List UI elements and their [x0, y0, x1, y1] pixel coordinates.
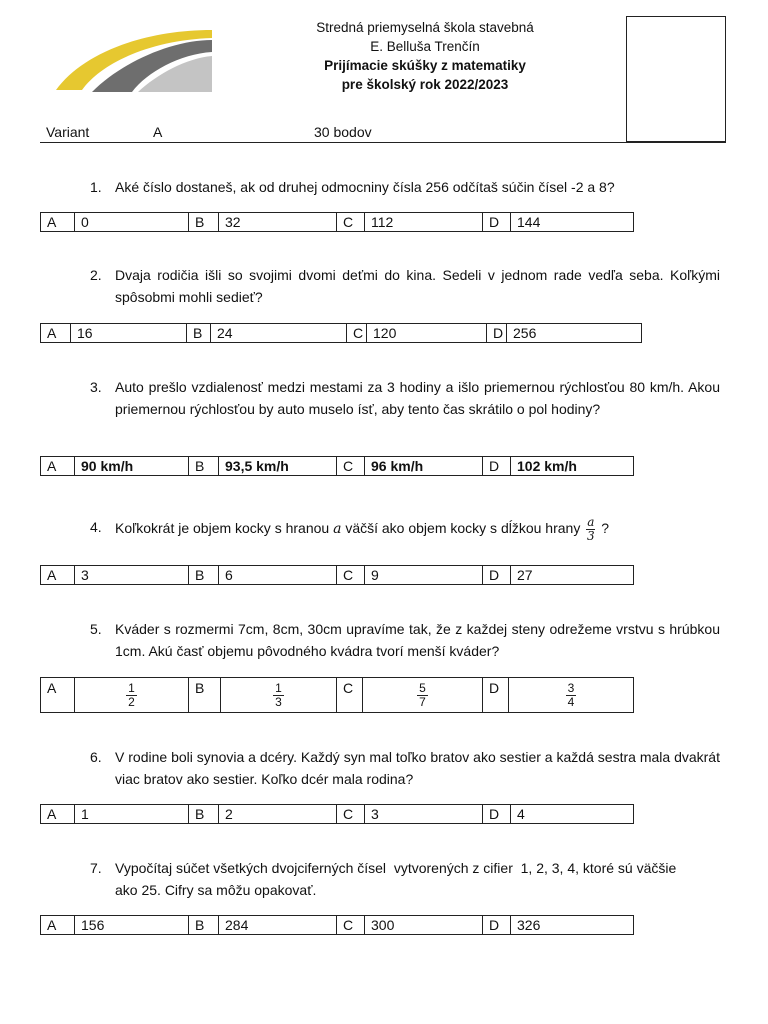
answer-letter: B	[189, 678, 221, 712]
answer-row-1	[40, 212, 634, 232]
answer-row-4	[40, 565, 634, 585]
question-text: Aké číslo dostaneš, ak od druhej odmocniny čísla 256 odčítaš súčin čísel -2 a 8?	[115, 179, 615, 195]
question-2	[90, 264, 720, 308]
fraction-denominator: 4	[567, 694, 575, 709]
answer-value: 120	[367, 324, 487, 342]
question-number: 2.	[90, 267, 102, 283]
answer-fraction	[75, 678, 189, 712]
header-title-block	[270, 18, 580, 94]
answer-value: 0	[75, 213, 189, 231]
answer-letter: A	[41, 678, 75, 712]
answer-value: 300	[365, 916, 483, 934]
exam-title: Prijímacie skúšky z matematiky	[324, 58, 526, 73]
answer-value: 284	[219, 916, 337, 934]
answer-letter: C	[337, 916, 365, 934]
fraction-numerator: 1	[128, 680, 135, 695]
answer-letter: D	[483, 678, 509, 712]
fraction-numerator: 1	[275, 680, 282, 695]
answer-letter: C	[337, 566, 365, 584]
variant-line	[40, 124, 726, 143]
answer-value: 144	[517, 214, 541, 230]
answer-letter: B	[189, 805, 219, 823]
question-4	[90, 516, 720, 543]
answer-letter: C	[337, 805, 365, 823]
school-name: Stredná priemyselná škola stavebná	[316, 20, 534, 35]
answer-value: 2	[219, 805, 337, 823]
answer-row-5	[40, 677, 634, 713]
question-text-mid: väčší ako objem kocky s dĺžkou hrany	[345, 520, 581, 537]
question-text: Dvaja rodičia išli so svojimi dvomi deťmi do kina. Sedeli v jednom rade vedľa seba. Koľkými spôsobmi mohli sedieť?	[115, 267, 720, 305]
fraction-numerator: 5	[419, 680, 426, 695]
answer-value: 27	[517, 567, 533, 583]
answer-value: 24	[211, 324, 347, 342]
answer-value: 3	[75, 566, 189, 584]
answer-letter: D	[483, 566, 511, 584]
answer-value: 326	[517, 917, 541, 933]
question-text: Vypočítaj súčet všetkých dvojciferných čísel vytvorených z cifier 1, 2, 3, 4, ktoré sú väčšie ako 25. Cifry sa môžu opakovať.	[115, 860, 681, 898]
variant-value: A	[153, 124, 163, 140]
answer-letter: C	[337, 457, 365, 475]
answer-letter: A	[41, 324, 71, 342]
school-logo	[52, 26, 217, 96]
answer-letter: B	[189, 213, 219, 231]
answer-letter: B	[187, 324, 211, 342]
answer-letter: A	[41, 805, 75, 823]
answer-value: 16	[71, 324, 187, 342]
answer-value: 156	[75, 916, 189, 934]
question-text: Koľkokrát je objem kocky s hranou	[115, 520, 330, 537]
question-mark: ?	[601, 520, 610, 537]
answer-letter: B	[189, 916, 219, 934]
points-total: 30 bodov	[314, 124, 372, 140]
answer-letter: A	[41, 916, 75, 934]
question-number: 7.	[90, 860, 102, 876]
question-6	[90, 746, 720, 790]
answer-letter: D	[483, 457, 511, 475]
answer-row-2	[40, 323, 642, 343]
fraction-denominator: 2	[128, 694, 135, 709]
answer-value: 96 km/h	[365, 457, 483, 475]
answer-letter: D	[483, 805, 511, 823]
variable-a: a	[333, 521, 342, 538]
answer-letter: C	[337, 678, 363, 712]
variant-label: Variant	[46, 124, 90, 140]
answer-value: 9	[365, 566, 483, 584]
answer-letter: B	[189, 457, 219, 475]
answer-fraction	[509, 678, 633, 712]
answer-fraction	[221, 678, 337, 712]
question-7	[90, 857, 720, 901]
school-name-2: E. Belluša Trenčín	[370, 39, 480, 54]
question-number: 3.	[90, 379, 102, 395]
question-number: 6.	[90, 749, 102, 765]
question-text: V rodine boli synovia a dcéry. Každý syn mal toľko bratov ako sestier a každá sestra mala dvakrát viac bratov ako sestier. Koľko dcér mala rodina?	[115, 749, 720, 787]
answer-value: 1	[75, 805, 189, 823]
question-text: Auto prešlo vzdialenosť medzi mestami za 3 hodiny a išlo priemernou rýchlosťou 80 km/h. Akou priemernou rýchlosťou by auto muselo ísť, aby tento čas skrátilo o pol hodiny?	[115, 379, 720, 417]
answer-letter: D	[483, 916, 511, 934]
answer-letter: A	[41, 566, 75, 584]
question-number: 5.	[90, 621, 102, 637]
fraction-denominator: 7	[419, 694, 426, 709]
fraction-a-over-3	[586, 516, 595, 543]
answer-letter: D	[483, 213, 511, 231]
answer-value: 4	[517, 806, 525, 822]
answer-value: 102 km/h	[517, 458, 577, 474]
answer-fraction	[363, 678, 483, 712]
fraction-denominator: 3	[275, 694, 282, 709]
answer-value: 256	[513, 325, 537, 341]
question-5	[90, 618, 720, 662]
fraction-denominator: 3	[586, 529, 595, 543]
answer-letter: A	[41, 213, 75, 231]
answer-value: 90 km/h	[75, 457, 189, 475]
answer-row-7	[40, 915, 634, 935]
answer-value: 32	[219, 213, 337, 231]
answer-letter: C	[347, 324, 367, 342]
answer-value: 112	[365, 213, 483, 231]
answer-value: 6	[219, 566, 337, 584]
answer-letter: A	[41, 457, 75, 475]
fraction-numerator: 3	[567, 680, 575, 695]
question-text: Kváder s rozmermi 7cm, 8cm, 30cm upravíme tak, že z každej steny odrežeme vrstvu s hrúbkou 1cm. Akú časť objemu pôvodného kvádra tvorí menší kváder?	[115, 621, 720, 659]
answer-value: 93,5 km/h	[219, 457, 337, 475]
question-number: 4.	[90, 519, 102, 535]
answer-letter: D	[487, 324, 507, 342]
exam-year: pre školský rok 2022/2023	[341, 77, 509, 92]
answer-value: 3	[365, 805, 483, 823]
question-3	[90, 376, 720, 420]
question-number: 1.	[90, 179, 102, 195]
fraction-numerator: a	[587, 515, 595, 529]
answer-row-6	[40, 804, 634, 824]
question-1	[90, 176, 720, 198]
answer-letter: B	[189, 566, 219, 584]
answer-row-3	[40, 456, 634, 476]
answer-letter: C	[337, 213, 365, 231]
